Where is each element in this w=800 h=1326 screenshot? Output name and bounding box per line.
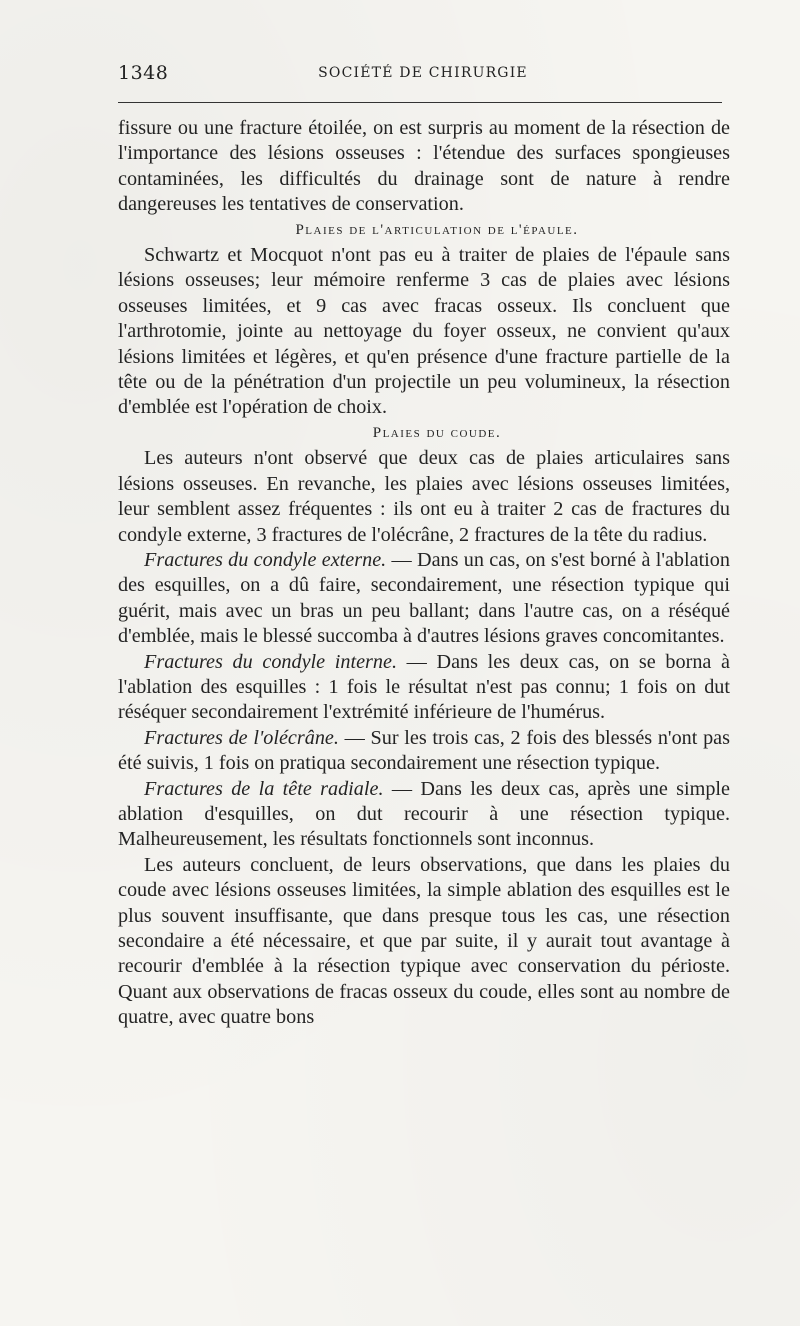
paragraph-olecrane (118, 726, 730, 777)
body-text (118, 116, 730, 1031)
run-in-heading: Fractures de l'olécrâne. (144, 726, 339, 749)
section-heading-elbow: Plaies du coude. (372, 424, 502, 441)
paragraph-tete-radiale (118, 777, 730, 853)
paragraph-text: — Dans les deux cas, après une simple ablation d'esquilles, on dut recourir à une résection typique. Malheureusement, les résultats fonctionnels sont inconnus. (118, 777, 730, 851)
paragraph-condyle-externe (118, 548, 730, 650)
page-number: 1348 (118, 62, 169, 84)
paragraph-condyle-interne (118, 650, 730, 726)
run-in-heading: Fractures de la tête radiale. (144, 777, 384, 800)
header-rule (118, 102, 722, 103)
paragraph-text: — Dans les deux cas, on se borna à l'ablation des esquilles : 1 fois le résultat n'est pas connu; 1 fois on dut réséquer secondairement l'extrémité inférieure de l'humérus. (118, 650, 730, 724)
section-heading-shoulder: Plaies de l'articulation de l'épaule. (295, 221, 579, 238)
run-in-heading: Fractures du condyle interne. (144, 650, 398, 673)
paragraph-elbow-intro: Les auteurs n'ont observé que deux cas de plaies articulaires sans lésions osseuses. En revanche, les plaies avec lésions osseuses limitées, leur semblent assez fréquentes : ils ont eu à traiter 2 cas de fractures du condyle externe, 3 fractures de l'olécrâne, 2 fractures de la tête du radius. (118, 447, 730, 546)
run-in-heading: Fractures du condyle externe. (144, 548, 387, 571)
paragraph-shoulder: Schwartz et Mocquot n'ont pas eu à traiter de plaies de l'épaule sans lésions osseuses; leur mémoire renferme 3 cas de plaies avec lésions osseuses limitées, et 9 cas avec fracas osseux. Ils concluent que l'arthrotomie, jointe au nettoyage du foyer osseux, ne convient qu'aux lésions limitées et légères, et qu'en présence d'une fracture partielle de la tête ou de la pénétration d'un projectile un peu volumineux, la résection d'emblée est l'opération de choix. (118, 244, 730, 419)
paragraph-text: — Sur les trois cas, 2 fois des blessés n'ont pas été suivis, 1 fois on pratiqua secondairement une résection typique. (118, 726, 730, 775)
paragraph-text: — Dans un cas, on s'est borné à l'ablation des esquilles, on a dû faire, secondairement, une résection typique qui guérit, mais avec un bras un peu ballant; dans l'autre cas, on a réséqué d'emblée, mais le blessé succomba à d'autres lésions graves concomitantes. (118, 548, 730, 648)
paragraph-conclusion: Les auteurs concluent, de leurs observations, que dans les plaies du coude avec lésions osseuses limitées, la simple ablation des esquilles est le plus souvent insuffisante, que dans presque tous les cas, une résection secondaire a été nécessaire, et que par suite, il y aurait tout avantage à recourir d'emblée à la résection typique avec conservation du périoste. Quant aux observations de fracas osseux du coude, elles sont au nombre de quatre, avec quatre bons (118, 853, 730, 1029)
paragraph-continuation: fissure ou une fracture étoilée, on est surpris au moment de la résection de l'importance des lésions osseuses : l'étendue des surfaces spongieuses contaminées, les difficultés du drainage sont de nature à rendre dangereuses les tentatives de conservation. (118, 117, 730, 216)
page-header (118, 62, 728, 88)
running-head: SOCIÉTÉ DE CHIRURGIE (318, 65, 528, 81)
